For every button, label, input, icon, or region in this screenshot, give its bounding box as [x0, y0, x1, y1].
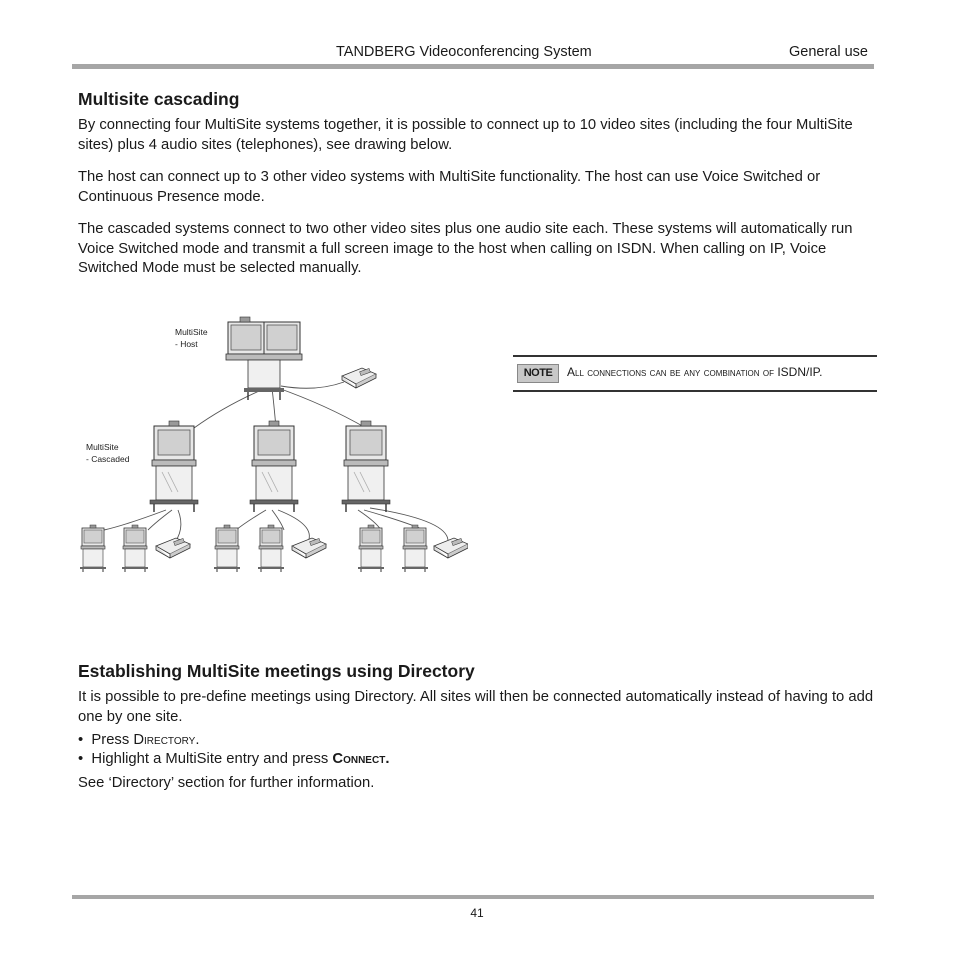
step-suffix: .	[385, 751, 390, 767]
cascading-paragraph-2: The host can connect up to 3 other video systems with MultiSite functionality. The host can use Voice Switched or Continuous Presence mode.	[78, 169, 821, 205]
directory-paragraph: It is possible to pre-define meetings using Directory. All sites will then be connected automatically instead of having to add one by one site.	[78, 689, 874, 725]
connect-key: Connect	[332, 751, 386, 767]
directory-heading: Establishing MultiSite meetings using Directory	[78, 661, 475, 681]
page-number: 41	[470, 906, 484, 920]
cascaded-label-line1: MultiSite	[86, 442, 119, 452]
cascading-heading: Multisite cascading	[78, 89, 240, 109]
note-text: All connections can be any combination of ISDN/IP.	[567, 365, 823, 379]
note-tag: NOTE	[517, 364, 559, 383]
header-divider	[72, 64, 874, 69]
cascading-paragraph-1: By connecting four MultiSite systems together, it is possible to connect up to 10 video sites (including the four MultiSite sites) plus 4 audio sites (telephones), see drawing below.	[78, 117, 853, 153]
step-suffix: .	[195, 732, 200, 748]
host-label-line1: MultiSite	[175, 327, 208, 337]
step-text: Highlight a MultiSite entry and press	[91, 751, 333, 767]
cascaded-label-line2: - Cascaded	[86, 454, 130, 464]
see-also-text: See ‘Directory’ section for further information.	[78, 775, 375, 791]
directory-key: Directory	[133, 732, 196, 748]
footer-divider	[72, 895, 874, 899]
list-item: • Press Directory.	[78, 732, 200, 748]
cascading-paragraph-3: The cascaded systems connect to two other video sites plus one audio site each. These systems will automatically run Voice Switched mode and transmit a full screen image to the host when calling on ISDN. When calling on IP, Voice Switched Mode must be selected manually.	[78, 221, 853, 276]
note-box	[513, 355, 877, 392]
step-text: Press	[91, 732, 134, 748]
section-name: General use	[789, 44, 868, 60]
multisite-cascading-diagram	[76, 310, 468, 572]
directory-steps	[78, 731, 389, 769]
host-label-line2: - Host	[175, 339, 198, 349]
list-item: • Highlight a MultiSite entry and press Connect.	[78, 751, 390, 767]
document-title: TANDBERG Videoconferencing System	[336, 44, 592, 60]
